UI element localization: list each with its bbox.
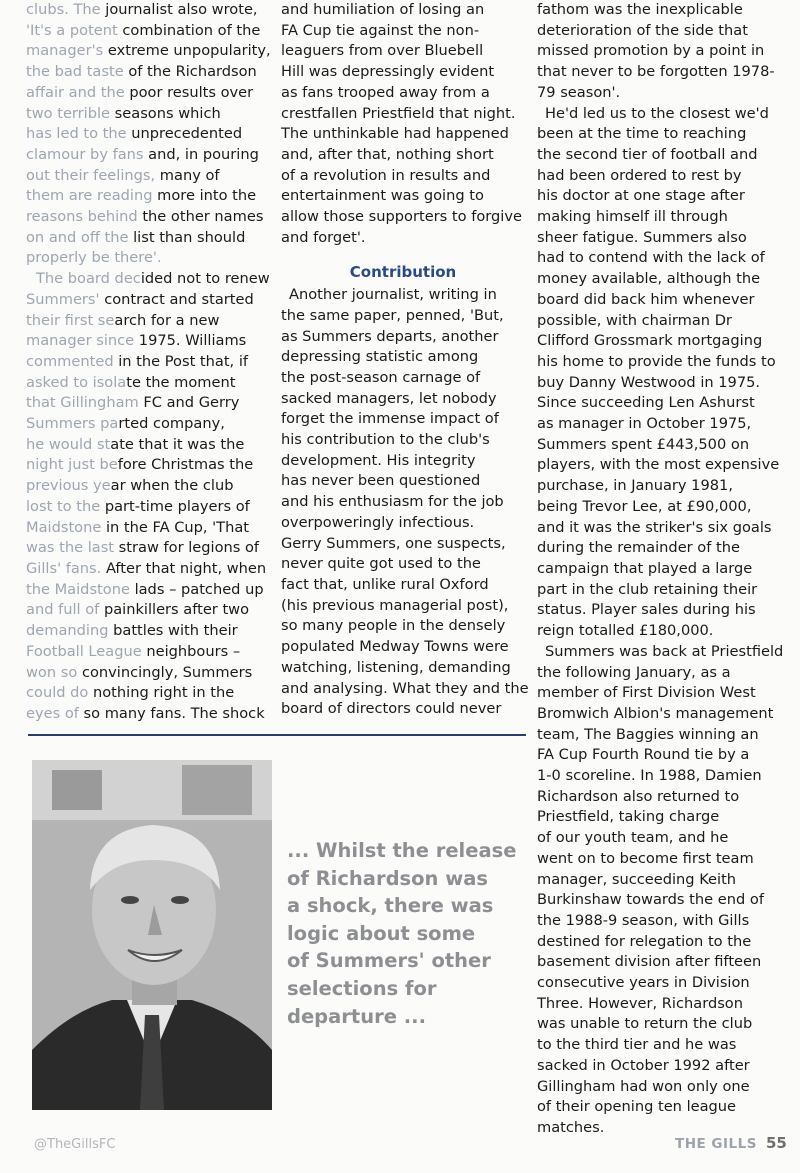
text-line xyxy=(26,124,276,145)
text-line: watching, listening, demanding xyxy=(281,658,511,676)
text-line: Clifford Grossmark mortgaging xyxy=(537,332,763,350)
text-line: and forget'. xyxy=(281,228,366,246)
faded-text-fragment: on and off the xyxy=(26,228,134,246)
faded-text-fragment: commented xyxy=(26,352,119,370)
text-fragment: and, in pouring xyxy=(148,145,259,163)
faded-text-fragment: them are reading xyxy=(26,187,158,205)
text-line: status. Player sales during his xyxy=(537,601,756,619)
text-fragment: contract and started xyxy=(104,290,254,308)
text-line xyxy=(26,518,276,539)
text-fragment: part-time players of xyxy=(104,497,250,515)
pull-quote-line: of Summers' other xyxy=(287,949,491,973)
text-line: the same paper, penned, 'But, xyxy=(281,306,504,324)
text-line: The unthinkable had happened xyxy=(281,125,509,143)
text-line: his contribution to the club's xyxy=(281,431,490,449)
text-line xyxy=(26,62,276,83)
text-line xyxy=(26,497,276,518)
text-line: Three. However, Richardson xyxy=(537,994,743,1012)
text-line xyxy=(26,228,276,249)
text-fragment: battles with their xyxy=(113,622,238,640)
portrait-photo xyxy=(32,760,272,1110)
text-line xyxy=(26,704,276,725)
text-line: Richardson also returned to xyxy=(537,787,740,805)
text-line: team, The Baggies winning an xyxy=(537,725,759,743)
text-line xyxy=(26,600,276,621)
text-line: never quite got used to the xyxy=(281,555,481,573)
text-line xyxy=(26,41,276,62)
text-line: part in the club retaining their xyxy=(537,580,758,598)
text-line: Gerry Summers, one suspects, xyxy=(281,534,506,552)
text-line: the 1988-9 season, with Gills xyxy=(537,911,750,929)
faded-text-fragment: previous ye xyxy=(26,477,111,495)
faded-text-fragment: Summers pa xyxy=(26,415,119,433)
text-fragment: lads – patched up xyxy=(134,580,264,598)
faded-text-fragment: lost to the xyxy=(26,497,105,515)
text-line: sheer fatigue. Summers also xyxy=(537,228,747,246)
faded-text-fragment: eyes of xyxy=(26,704,84,722)
text-line: destined for relegation to the xyxy=(537,932,752,950)
text-fragment: many of xyxy=(159,166,220,184)
text-line: Hill was depressingly evident xyxy=(281,63,495,81)
text-fragment: unprecedented xyxy=(131,125,243,143)
text-line: was unable to return the club xyxy=(537,1015,753,1033)
faded-text-fragment: Gills' fans. xyxy=(26,559,106,577)
text-fragment: in the FA Cup, 'That xyxy=(105,518,250,536)
text-line: his doctor at one stage after xyxy=(537,187,745,205)
text-line: his home to provide the funds to xyxy=(537,352,776,370)
column-2-paragraph xyxy=(281,285,529,720)
pull-quote-line: selections for xyxy=(287,976,437,1000)
text-line xyxy=(26,476,276,497)
faded-text-fragment: has led to the xyxy=(26,125,132,143)
text-line: Summers spent £443,500 on xyxy=(537,435,750,453)
text-fragment: nothing right in the xyxy=(93,684,235,702)
page-number: 55 xyxy=(766,1134,787,1152)
text-line xyxy=(26,414,276,435)
faded-text-fragment: their first se xyxy=(26,311,115,329)
text-fragment: ided not to renew xyxy=(140,270,270,288)
text-line: 79 season'. xyxy=(537,83,621,101)
text-line xyxy=(26,621,276,642)
text-line: board of directors could never xyxy=(281,700,502,718)
text-line: of a revolution in results and xyxy=(281,166,491,184)
faded-text-fragment: manager's xyxy=(26,42,108,60)
text-line: that never to be forgotten 1978- xyxy=(537,63,775,81)
text-line: had to contend with the lack of xyxy=(537,249,765,267)
faded-text-fragment: asked to isola xyxy=(26,373,127,391)
text-line xyxy=(26,83,276,104)
text-line xyxy=(26,352,276,373)
text-line: fact that, unlike rural Oxford xyxy=(281,575,489,593)
faded-text-fragment: was the last xyxy=(26,539,119,557)
text-line: Priestfield, taking charge xyxy=(537,808,720,826)
text-line: deterioration of the side that xyxy=(537,21,748,39)
text-line xyxy=(26,663,276,684)
text-line: Burkinshaw towards the end of xyxy=(537,891,764,909)
article-column-1 xyxy=(26,0,276,725)
text-line: Since succeeding Len Ashurst xyxy=(537,394,755,412)
pull-quote-line: of Richardson was xyxy=(287,866,488,890)
faded-text-fragment: affair and the xyxy=(26,83,130,101)
faded-text-fragment: two terrible xyxy=(26,104,115,122)
section-heading: Contribution xyxy=(349,263,457,282)
text-line xyxy=(26,683,276,704)
text-line xyxy=(26,538,276,559)
text-line: being Trevor Lee, at £90,000, xyxy=(537,497,752,515)
text-fragment: arch for a new xyxy=(114,311,220,329)
text-line: reign totalled £180,000. xyxy=(537,622,714,640)
text-line: fathom was the inexplicable xyxy=(537,1,743,18)
text-line: and humiliation of losing an xyxy=(281,1,485,18)
text-line xyxy=(26,373,276,394)
text-line: purchase, in January 1981, xyxy=(537,477,733,495)
text-line: went on to become first team xyxy=(537,849,754,867)
pull-quote-line: a shock, there was xyxy=(287,894,494,918)
text-line: missed promotion by a point in xyxy=(537,42,765,60)
section-divider xyxy=(28,734,526,736)
text-line: and it was the striker's six goals xyxy=(537,518,772,536)
text-line xyxy=(26,331,276,352)
faded-text-fragment: clubs. The xyxy=(26,1,106,18)
text-fragment: so many fans. The shock xyxy=(83,704,265,722)
text-line xyxy=(26,248,276,269)
text-line: matches. xyxy=(537,1118,605,1136)
text-line: sacked managers, let nobody xyxy=(281,389,497,407)
text-line: basement division after fifteen xyxy=(537,953,762,971)
faded-text-fragment: could do xyxy=(26,684,93,702)
text-fragment: seasons which xyxy=(114,104,221,122)
text-line: Another journalist, writing in xyxy=(289,286,497,304)
text-line: allow those supporters to forgive xyxy=(281,208,522,226)
text-line xyxy=(26,435,276,456)
column-2-paragraph xyxy=(281,0,525,248)
text-line xyxy=(26,186,276,207)
faded-text-fragment: out their feelings, xyxy=(26,166,160,184)
twitter-handle: @TheGillsFC xyxy=(34,1137,116,1152)
text-fragment: fore Christmas the xyxy=(117,456,254,474)
text-line xyxy=(26,559,276,580)
text-line: possible, with chairman Dr xyxy=(537,311,732,329)
text-fragment: in the Post that, if xyxy=(118,352,249,370)
article-column-2 xyxy=(281,0,529,720)
text-line xyxy=(26,21,276,42)
text-fragment: convincingly, Summers xyxy=(81,663,253,681)
text-line: (his previous managerial post), xyxy=(281,596,509,614)
text-line: overpoweringly infectious. xyxy=(281,513,475,531)
faded-text-fragment: manager since xyxy=(26,332,139,350)
text-line: so many people in the densely xyxy=(281,617,506,635)
text-fragment: more into the xyxy=(157,187,257,205)
text-fragment: list than should xyxy=(133,228,246,246)
magazine-title: THE GILLS xyxy=(675,1136,757,1152)
text-line: Bromwich Albion's management xyxy=(537,704,774,722)
text-line xyxy=(26,166,276,187)
text-fragment: rted company, xyxy=(118,415,225,433)
pull-quote-line: ... Whilst the release xyxy=(287,839,517,862)
portrait-illustration xyxy=(32,760,272,1110)
pull-quote xyxy=(287,837,527,1030)
text-line: making himself ill through xyxy=(537,208,728,226)
text-line: manager, succeeding Keith xyxy=(537,870,737,888)
text-line: the post-season carnage of xyxy=(281,368,481,386)
text-line: FA Cup tie against the non- xyxy=(281,21,480,39)
text-line xyxy=(26,455,276,476)
text-line: been at the time to reaching xyxy=(537,125,747,143)
text-fragment: ate that it was the xyxy=(110,435,245,453)
faded-text-fragment: Summers' xyxy=(26,290,105,308)
text-line xyxy=(26,393,276,414)
faded-text-fragment: 'It's a potent xyxy=(26,21,123,39)
text-line: as manager in October 1975, xyxy=(537,415,752,433)
text-line: buy Danny Westwood in 1975. xyxy=(537,373,761,391)
text-line: leaguers from over Bluebell xyxy=(281,42,484,60)
text-fragment: extreme unpopularity, xyxy=(107,42,271,60)
text-line: board did back him whenever xyxy=(537,290,755,308)
faded-text-fragment: demanding xyxy=(26,622,114,640)
text-line: 1-0 scoreline. In 1988, Damien xyxy=(537,767,762,785)
pull-quote-line: departure ... xyxy=(287,1004,426,1028)
text-line: the following January, as a xyxy=(537,663,731,681)
text-line: of our youth team, and he xyxy=(537,829,729,847)
text-line: has never been questioned xyxy=(281,472,481,490)
faded-text-fragment: reasons behind xyxy=(26,208,143,226)
text-line: campaign that played a large xyxy=(537,559,753,577)
article-column-3 xyxy=(537,0,789,1139)
text-fragment: ar when the club xyxy=(110,477,234,495)
text-line: member of First Division West xyxy=(537,684,756,702)
text-line: as Summers departs, another xyxy=(281,327,499,345)
faded-text-fragment: the Maidstone xyxy=(26,580,135,598)
faded-text-fragment: Football League xyxy=(26,642,147,660)
text-line xyxy=(26,145,276,166)
text-line xyxy=(26,290,276,311)
faded-text-fragment: won so xyxy=(26,663,82,681)
text-line: FA Cup Fourth Round tie by a xyxy=(537,746,750,764)
text-line: players, with the most expensive xyxy=(537,456,780,474)
faded-text-fragment: and full of xyxy=(26,601,104,619)
text-line: money available, although the xyxy=(537,270,761,288)
text-line: Summers was back at Priestfield xyxy=(545,642,784,660)
text-line: entertainment was going to xyxy=(281,187,484,205)
text-line: had been ordered to rest by xyxy=(537,166,742,184)
text-line: of their opening ten league xyxy=(537,1098,737,1116)
text-line: and his enthusiasm for the job xyxy=(281,493,504,511)
faded-text-fragment: the bad taste xyxy=(26,63,129,81)
text-fragment: poor results over xyxy=(129,83,254,101)
text-line xyxy=(26,104,276,125)
text-line xyxy=(26,0,276,21)
faded-text-fragment: he would st xyxy=(26,435,111,453)
text-line: Gillingham had won only one xyxy=(537,1077,750,1095)
text-fragment: journalist also wrote, xyxy=(105,1,258,18)
text-line xyxy=(26,311,276,332)
text-line: forget the immense impact of xyxy=(281,410,499,428)
pull-quote-line: logic about some xyxy=(287,921,476,945)
text-line: during the remainder of the xyxy=(537,539,740,557)
text-fragment: FC and Gerry xyxy=(143,394,240,412)
faded-text-fragment: properly be there'. xyxy=(26,249,162,267)
faded-text-fragment: that Gillingham xyxy=(26,394,144,412)
text-line xyxy=(26,207,276,228)
text-line xyxy=(26,642,276,663)
text-fragment: combination of the xyxy=(122,21,261,39)
text-line: consecutive years in Division xyxy=(537,974,750,992)
faded-text-fragment: night just be xyxy=(26,456,118,474)
text-line: and, after that, nothing short xyxy=(281,145,494,163)
text-fragment: After that night, when xyxy=(105,559,267,577)
text-fragment: neighbours – xyxy=(146,642,241,660)
text-line: crestfallen Priestfield that night. xyxy=(281,104,516,122)
text-line: the second tier of football and xyxy=(537,145,758,163)
faded-text-fragment: Maidstone xyxy=(26,518,106,536)
text-line xyxy=(26,580,276,601)
text-fragment: the other names xyxy=(142,208,264,226)
text-line: development. His integrity xyxy=(281,451,476,469)
text-line: and analysing. What they and the xyxy=(281,679,529,697)
text-fragment: 1975. Williams xyxy=(138,332,247,350)
text-line: sacked in October 1992 after xyxy=(537,1056,750,1074)
text-line: depressing statistic among xyxy=(281,348,479,366)
text-line xyxy=(26,269,276,290)
text-fragment: of the Richardson xyxy=(128,63,257,81)
faded-text-fragment: clamour by fans xyxy=(26,145,149,163)
faded-text-fragment: The board dec xyxy=(36,270,141,288)
text-line: He'd led us to the closest we'd xyxy=(545,104,769,122)
text-line: populated Medway Towns were xyxy=(281,638,509,656)
text-fragment: straw for legions of xyxy=(118,539,260,557)
text-fragment: te the moment xyxy=(126,373,236,391)
text-fragment: painkillers after two xyxy=(103,601,250,619)
text-line: to the third tier and he was xyxy=(537,1036,737,1054)
text-line: as fans trooped away from a xyxy=(281,83,490,101)
